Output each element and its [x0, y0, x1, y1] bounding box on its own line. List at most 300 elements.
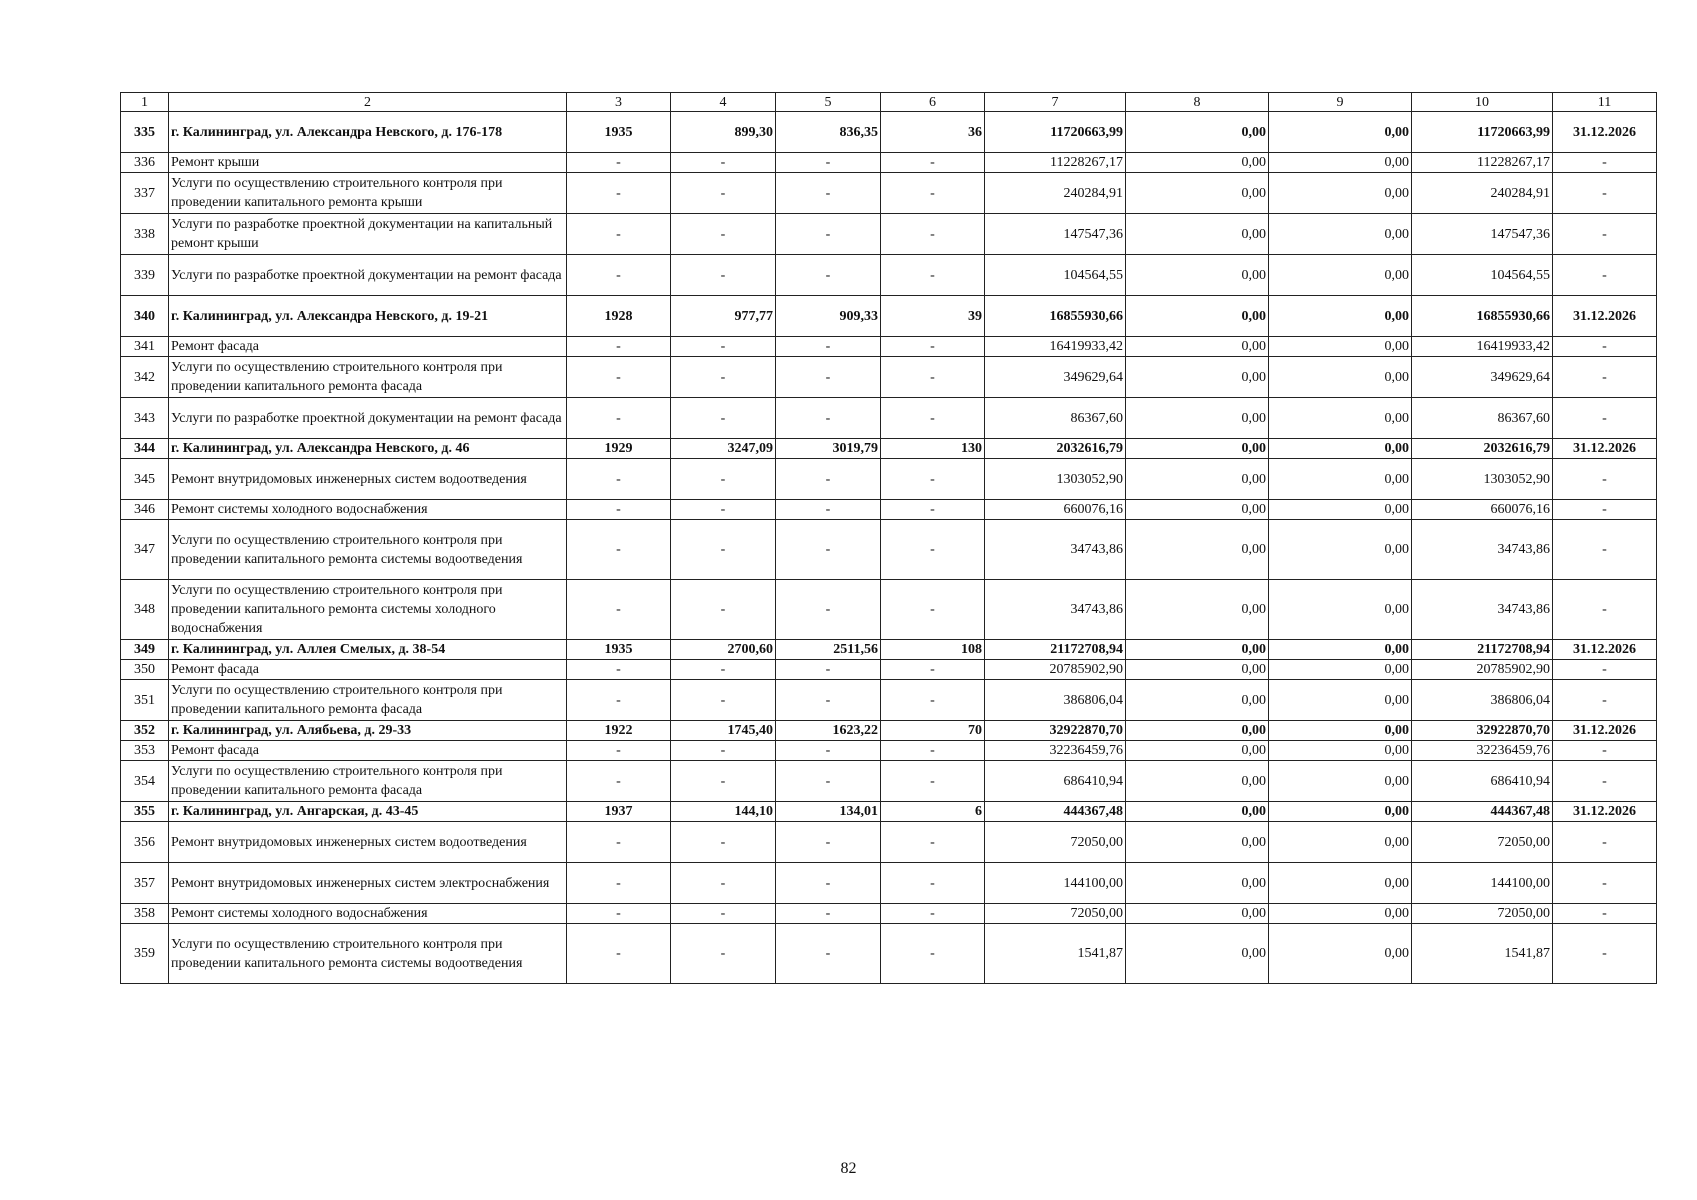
- description-cell: Услуги по осуществлению строительного контроля при проведении капитального ремонта системы холодного водоснабжения: [169, 580, 567, 640]
- fund-share-cell: 0,00: [1126, 255, 1269, 296]
- build-year-cell: -: [567, 153, 671, 173]
- living-area-cell: -: [776, 660, 881, 680]
- residents-cell: 70: [881, 721, 985, 741]
- row-number-cell: 355: [121, 802, 169, 822]
- row-number-cell: 342: [121, 357, 169, 398]
- deadline-cell: 31.12.2026: [1553, 721, 1657, 741]
- description-cell: Ремонт фасада: [169, 741, 567, 761]
- row-number-cell: 335: [121, 112, 169, 153]
- row-number-cell: 358: [121, 904, 169, 924]
- total-area-cell: -: [671, 924, 776, 984]
- total-area-cell: 899,30: [671, 112, 776, 153]
- residents-cell: -: [881, 337, 985, 357]
- work-item-row: [121, 500, 1657, 520]
- living-area-cell: -: [776, 741, 881, 761]
- total-cost-cell: 1303052,90: [985, 459, 1126, 500]
- column-header: 7: [985, 93, 1126, 112]
- row-number-cell: 338: [121, 214, 169, 255]
- description-cell: г. Калининград, ул. Ангарская, д. 43-45: [169, 802, 567, 822]
- total-cost-cell: 104564,55: [985, 255, 1126, 296]
- total-area-cell: -: [671, 153, 776, 173]
- budget-share-cell: 0,00: [1269, 439, 1412, 459]
- total-area-cell: 144,10: [671, 802, 776, 822]
- living-area-cell: -: [776, 398, 881, 439]
- column-header: 8: [1126, 93, 1269, 112]
- work-item-row: [121, 680, 1657, 721]
- build-year-cell: -: [567, 255, 671, 296]
- build-year-cell: -: [567, 337, 671, 357]
- description-cell: г. Калининград, ул. Александра Невского, д. 19-21: [169, 296, 567, 337]
- living-area-cell: 1623,22: [776, 721, 881, 741]
- build-year-cell: -: [567, 924, 671, 984]
- description-cell: Ремонт крыши: [169, 153, 567, 173]
- owners-share-cell: 86367,60: [1412, 398, 1553, 439]
- fund-share-cell: 0,00: [1126, 640, 1269, 660]
- build-year-cell: -: [567, 761, 671, 802]
- owners-share-cell: 11720663,99: [1412, 112, 1553, 153]
- owners-share-cell: 349629,64: [1412, 357, 1553, 398]
- total-cost-cell: 21172708,94: [985, 640, 1126, 660]
- build-year-cell: -: [567, 660, 671, 680]
- fund-share-cell: 0,00: [1126, 173, 1269, 214]
- owners-share-cell: 144100,00: [1412, 863, 1553, 904]
- build-year-cell: -: [567, 500, 671, 520]
- budget-share-cell: 0,00: [1269, 459, 1412, 500]
- total-cost-cell: 32922870,70: [985, 721, 1126, 741]
- fund-share-cell: 0,00: [1126, 802, 1269, 822]
- work-item-row: [121, 173, 1657, 214]
- budget-share-cell: 0,00: [1269, 296, 1412, 337]
- description-cell: Ремонт внутридомовых инженерных систем водоотведения: [169, 822, 567, 863]
- living-area-cell: 3019,79: [776, 439, 881, 459]
- deadline-cell: -: [1553, 580, 1657, 640]
- residents-cell: -: [881, 459, 985, 500]
- row-number-cell: 354: [121, 761, 169, 802]
- description-cell: Услуги по осуществлению строительного контроля при проведении капитального ремонта фасада: [169, 357, 567, 398]
- total-area-cell: -: [671, 863, 776, 904]
- fund-share-cell: 0,00: [1126, 863, 1269, 904]
- budget-share-cell: 0,00: [1269, 153, 1412, 173]
- living-area-cell: -: [776, 822, 881, 863]
- fund-share-cell: 0,00: [1126, 500, 1269, 520]
- row-number-cell: 344: [121, 439, 169, 459]
- owners-share-cell: 444367,48: [1412, 802, 1553, 822]
- build-year-cell: -: [567, 741, 671, 761]
- fund-share-cell: 0,00: [1126, 337, 1269, 357]
- owners-share-cell: 147547,36: [1412, 214, 1553, 255]
- owners-share-cell: 72050,00: [1412, 822, 1553, 863]
- owners-share-cell: 32236459,76: [1412, 741, 1553, 761]
- residents-cell: -: [881, 741, 985, 761]
- description-cell: Ремонт системы холодного водоснабжения: [169, 904, 567, 924]
- fund-share-cell: 0,00: [1126, 660, 1269, 680]
- owners-share-cell: 16419933,42: [1412, 337, 1553, 357]
- total-area-cell: -: [671, 459, 776, 500]
- fund-share-cell: 0,00: [1126, 398, 1269, 439]
- budget-share-cell: 0,00: [1269, 761, 1412, 802]
- living-area-cell: -: [776, 214, 881, 255]
- living-area-cell: -: [776, 255, 881, 296]
- description-cell: г. Калининград, ул. Алябьева, д. 29-33: [169, 721, 567, 741]
- fund-share-cell: 0,00: [1126, 680, 1269, 721]
- work-item-row: [121, 741, 1657, 761]
- row-number-cell: 339: [121, 255, 169, 296]
- total-cost-cell: 240284,91: [985, 173, 1126, 214]
- deadline-cell: -: [1553, 173, 1657, 214]
- total-cost-cell: 32236459,76: [985, 741, 1126, 761]
- build-year-cell: -: [567, 680, 671, 721]
- build-year-cell: -: [567, 459, 671, 500]
- description-cell: Услуги по осуществлению строительного контроля при проведении капитального ремонта крыши: [169, 173, 567, 214]
- fund-share-cell: 0,00: [1126, 459, 1269, 500]
- address-row: [121, 721, 1657, 741]
- fund-share-cell: 0,00: [1126, 439, 1269, 459]
- description-cell: Услуги по осуществлению строительного контроля при проведении капитального ремонта фасада: [169, 680, 567, 721]
- total-area-cell: 2700,60: [671, 640, 776, 660]
- deadline-cell: 31.12.2026: [1553, 439, 1657, 459]
- row-number-cell: 345: [121, 459, 169, 500]
- row-number-cell: 357: [121, 863, 169, 904]
- deadline-cell: 31.12.2026: [1553, 296, 1657, 337]
- fund-share-cell: 0,00: [1126, 357, 1269, 398]
- total-cost-cell: 16855930,66: [985, 296, 1126, 337]
- residents-cell: -: [881, 904, 985, 924]
- build-year-cell: 1937: [567, 802, 671, 822]
- residents-cell: -: [881, 173, 985, 214]
- deadline-cell: -: [1553, 761, 1657, 802]
- build-year-cell: -: [567, 214, 671, 255]
- budget-share-cell: 0,00: [1269, 924, 1412, 984]
- work-item-row: [121, 459, 1657, 500]
- budget-share-cell: 0,00: [1269, 112, 1412, 153]
- total-area-cell: -: [671, 337, 776, 357]
- deadline-cell: 31.12.2026: [1553, 802, 1657, 822]
- address-row: [121, 296, 1657, 337]
- total-cost-cell: 11720663,99: [985, 112, 1126, 153]
- description-cell: Услуги по осуществлению строительного контроля при проведении капитального ремонта системы водоотведения: [169, 924, 567, 984]
- residents-cell: -: [881, 255, 985, 296]
- row-number-cell: 337: [121, 173, 169, 214]
- description-cell: Услуги по осуществлению строительного контроля при проведении капитального ремонта системы водоотведения: [169, 520, 567, 580]
- owners-share-cell: 72050,00: [1412, 904, 1553, 924]
- residents-cell: 6: [881, 802, 985, 822]
- deadline-cell: -: [1553, 660, 1657, 680]
- total-cost-cell: 72050,00: [985, 822, 1126, 863]
- work-item-row: [121, 924, 1657, 984]
- total-cost-cell: 72050,00: [985, 904, 1126, 924]
- column-header: 4: [671, 93, 776, 112]
- fund-share-cell: 0,00: [1126, 153, 1269, 173]
- residents-cell: -: [881, 761, 985, 802]
- living-area-cell: -: [776, 173, 881, 214]
- budget-share-cell: 0,00: [1269, 640, 1412, 660]
- column-header: 11: [1553, 93, 1657, 112]
- description-cell: Ремонт фасада: [169, 337, 567, 357]
- address-row: [121, 439, 1657, 459]
- total-area-cell: -: [671, 580, 776, 640]
- address-row: [121, 112, 1657, 153]
- work-item-row: [121, 214, 1657, 255]
- residents-cell: -: [881, 680, 985, 721]
- budget-share-cell: 0,00: [1269, 173, 1412, 214]
- owners-share-cell: 34743,86: [1412, 580, 1553, 640]
- residents-cell: 39: [881, 296, 985, 337]
- total-area-cell: -: [671, 741, 776, 761]
- residents-cell: -: [881, 822, 985, 863]
- fund-share-cell: 0,00: [1126, 924, 1269, 984]
- total-cost-cell: 20785902,90: [985, 660, 1126, 680]
- description-cell: Услуги по разработке проектной документации на ремонт фасада: [169, 398, 567, 439]
- budget-share-cell: 0,00: [1269, 863, 1412, 904]
- deadline-cell: -: [1553, 357, 1657, 398]
- residents-cell: -: [881, 863, 985, 904]
- row-number-cell: 341: [121, 337, 169, 357]
- total-area-cell: -: [671, 214, 776, 255]
- total-cost-cell: 11228267,17: [985, 153, 1126, 173]
- residents-cell: -: [881, 357, 985, 398]
- build-year-cell: 1922: [567, 721, 671, 741]
- column-header: 10: [1412, 93, 1553, 112]
- living-area-cell: -: [776, 680, 881, 721]
- row-number-cell: 356: [121, 822, 169, 863]
- owners-share-cell: 1303052,90: [1412, 459, 1553, 500]
- owners-share-cell: 686410,94: [1412, 761, 1553, 802]
- fund-share-cell: 0,00: [1126, 112, 1269, 153]
- work-item-row: [121, 863, 1657, 904]
- total-area-cell: -: [671, 173, 776, 214]
- total-cost-cell: 144100,00: [985, 863, 1126, 904]
- address-row: [121, 802, 1657, 822]
- build-year-cell: 1935: [567, 112, 671, 153]
- build-year-cell: 1935: [567, 640, 671, 660]
- residents-cell: -: [881, 398, 985, 439]
- row-number-cell: 350: [121, 660, 169, 680]
- build-year-cell: -: [567, 173, 671, 214]
- residents-cell: -: [881, 520, 985, 580]
- total-cost-cell: 349629,64: [985, 357, 1126, 398]
- column-header: 9: [1269, 93, 1412, 112]
- budget-share-cell: 0,00: [1269, 500, 1412, 520]
- total-area-cell: -: [671, 680, 776, 721]
- deadline-cell: -: [1553, 337, 1657, 357]
- total-area-cell: 977,77: [671, 296, 776, 337]
- row-number-cell: 343: [121, 398, 169, 439]
- budget-share-cell: 0,00: [1269, 255, 1412, 296]
- residents-cell: -: [881, 660, 985, 680]
- budget-share-cell: 0,00: [1269, 357, 1412, 398]
- budget-share-cell: 0,00: [1269, 822, 1412, 863]
- owners-share-cell: 20785902,90: [1412, 660, 1553, 680]
- work-item-row: [121, 153, 1657, 173]
- build-year-cell: -: [567, 580, 671, 640]
- total-area-cell: 1745,40: [671, 721, 776, 741]
- total-cost-cell: 16419933,42: [985, 337, 1126, 357]
- column-header: 2: [169, 93, 567, 112]
- build-year-cell: 1928: [567, 296, 671, 337]
- column-header: 6: [881, 93, 985, 112]
- budget-share-cell: 0,00: [1269, 520, 1412, 580]
- row-number-cell: 352: [121, 721, 169, 741]
- residents-cell: -: [881, 924, 985, 984]
- row-number-cell: 359: [121, 924, 169, 984]
- living-area-cell: -: [776, 924, 881, 984]
- total-cost-cell: 147547,36: [985, 214, 1126, 255]
- deadline-cell: -: [1553, 214, 1657, 255]
- total-cost-cell: 1541,87: [985, 924, 1126, 984]
- deadline-cell: -: [1553, 398, 1657, 439]
- living-area-cell: 836,35: [776, 112, 881, 153]
- deadline-cell: -: [1553, 520, 1657, 580]
- total-area-cell: -: [671, 500, 776, 520]
- deadline-cell: -: [1553, 153, 1657, 173]
- residents-cell: -: [881, 153, 985, 173]
- work-item-row: [121, 255, 1657, 296]
- total-area-cell: -: [671, 398, 776, 439]
- build-year-cell: -: [567, 357, 671, 398]
- total-area-cell: 3247,09: [671, 439, 776, 459]
- fund-share-cell: 0,00: [1126, 214, 1269, 255]
- residents-cell: -: [881, 214, 985, 255]
- owners-share-cell: 104564,55: [1412, 255, 1553, 296]
- residents-cell: 130: [881, 439, 985, 459]
- fund-share-cell: 0,00: [1126, 904, 1269, 924]
- owners-share-cell: 2032616,79: [1412, 439, 1553, 459]
- owners-share-cell: 240284,91: [1412, 173, 1553, 214]
- total-area-cell: -: [671, 357, 776, 398]
- total-cost-cell: 34743,86: [985, 520, 1126, 580]
- owners-share-cell: 1541,87: [1412, 924, 1553, 984]
- description-cell: Ремонт фасада: [169, 660, 567, 680]
- residents-cell: -: [881, 500, 985, 520]
- living-area-cell: -: [776, 580, 881, 640]
- page-number: 82: [840, 1160, 857, 1177]
- row-number-cell: 347: [121, 520, 169, 580]
- fund-share-cell: 0,00: [1126, 580, 1269, 640]
- deadline-cell: -: [1553, 255, 1657, 296]
- work-item-row: [121, 761, 1657, 802]
- budget-share-cell: 0,00: [1269, 721, 1412, 741]
- living-area-cell: -: [776, 863, 881, 904]
- row-number-cell: 346: [121, 500, 169, 520]
- living-area-cell: -: [776, 337, 881, 357]
- living-area-cell: -: [776, 153, 881, 173]
- budget-share-cell: 0,00: [1269, 680, 1412, 721]
- work-item-row: [121, 357, 1657, 398]
- owners-share-cell: 386806,04: [1412, 680, 1553, 721]
- description-cell: г. Калининград, ул. Александра Невского, д. 176-178: [169, 112, 567, 153]
- row-number-cell: 340: [121, 296, 169, 337]
- description-cell: Услуги по разработке проектной документации на капитальный ремонт крыши: [169, 214, 567, 255]
- build-year-cell: -: [567, 822, 671, 863]
- work-item-row: [121, 660, 1657, 680]
- fund-share-cell: 0,00: [1126, 741, 1269, 761]
- work-item-row: [121, 520, 1657, 580]
- budget-share-cell: 0,00: [1269, 741, 1412, 761]
- deadline-cell: -: [1553, 904, 1657, 924]
- description-cell: Ремонт системы холодного водоснабжения: [169, 500, 567, 520]
- budget-share-cell: 0,00: [1269, 580, 1412, 640]
- description-cell: Услуги по разработке проектной документации на ремонт фасада: [169, 255, 567, 296]
- capital-repair-table: [120, 92, 1657, 984]
- living-area-cell: 909,33: [776, 296, 881, 337]
- owners-share-cell: 32922870,70: [1412, 721, 1553, 741]
- total-area-cell: -: [671, 761, 776, 802]
- column-header: 3: [567, 93, 671, 112]
- owners-share-cell: 16855930,66: [1412, 296, 1553, 337]
- deadline-cell: -: [1553, 863, 1657, 904]
- budget-share-cell: 0,00: [1269, 214, 1412, 255]
- description-cell: г. Калининград, ул. Аллея Смелых, д. 38-54: [169, 640, 567, 660]
- total-cost-cell: 686410,94: [985, 761, 1126, 802]
- deadline-cell: -: [1553, 680, 1657, 721]
- row-number-cell: 349: [121, 640, 169, 660]
- living-area-cell: -: [776, 520, 881, 580]
- living-area-cell: -: [776, 357, 881, 398]
- living-area-cell: -: [776, 904, 881, 924]
- build-year-cell: -: [567, 398, 671, 439]
- deadline-cell: 31.12.2026: [1553, 112, 1657, 153]
- total-area-cell: -: [671, 520, 776, 580]
- fund-share-cell: 0,00: [1126, 721, 1269, 741]
- work-item-row: [121, 904, 1657, 924]
- deadline-cell: -: [1553, 924, 1657, 984]
- total-cost-cell: 386806,04: [985, 680, 1126, 721]
- budget-share-cell: 0,00: [1269, 802, 1412, 822]
- address-row: [121, 640, 1657, 660]
- work-item-row: [121, 580, 1657, 640]
- build-year-cell: -: [567, 520, 671, 580]
- column-number-header-row: [121, 93, 1657, 112]
- row-number-cell: 336: [121, 153, 169, 173]
- fund-share-cell: 0,00: [1126, 296, 1269, 337]
- total-cost-cell: 444367,48: [985, 802, 1126, 822]
- total-cost-cell: 660076,16: [985, 500, 1126, 520]
- fund-share-cell: 0,00: [1126, 822, 1269, 863]
- living-area-cell: -: [776, 459, 881, 500]
- deadline-cell: -: [1553, 741, 1657, 761]
- fund-share-cell: 0,00: [1126, 520, 1269, 580]
- residents-cell: 36: [881, 112, 985, 153]
- description-cell: г. Калининград, ул. Александра Невского, д. 46: [169, 439, 567, 459]
- budget-share-cell: 0,00: [1269, 337, 1412, 357]
- column-header: 5: [776, 93, 881, 112]
- work-item-row: [121, 398, 1657, 439]
- work-item-row: [121, 337, 1657, 357]
- description-cell: Ремонт внутридомовых инженерных систем водоотведения: [169, 459, 567, 500]
- total-cost-cell: 2032616,79: [985, 439, 1126, 459]
- fund-share-cell: 0,00: [1126, 761, 1269, 802]
- deadline-cell: -: [1553, 822, 1657, 863]
- owners-share-cell: 11228267,17: [1412, 153, 1553, 173]
- build-year-cell: 1929: [567, 439, 671, 459]
- owners-share-cell: 21172708,94: [1412, 640, 1553, 660]
- row-number-cell: 353: [121, 741, 169, 761]
- owners-share-cell: 34743,86: [1412, 520, 1553, 580]
- row-number-cell: 348: [121, 580, 169, 640]
- living-area-cell: -: [776, 500, 881, 520]
- budget-share-cell: 0,00: [1269, 398, 1412, 439]
- total-area-cell: -: [671, 822, 776, 863]
- deadline-cell: -: [1553, 459, 1657, 500]
- total-area-cell: -: [671, 904, 776, 924]
- total-area-cell: -: [671, 255, 776, 296]
- budget-share-cell: 0,00: [1269, 904, 1412, 924]
- owners-share-cell: 660076,16: [1412, 500, 1553, 520]
- deadline-cell: -: [1553, 500, 1657, 520]
- living-area-cell: -: [776, 761, 881, 802]
- column-header: 1: [121, 93, 169, 112]
- build-year-cell: -: [567, 904, 671, 924]
